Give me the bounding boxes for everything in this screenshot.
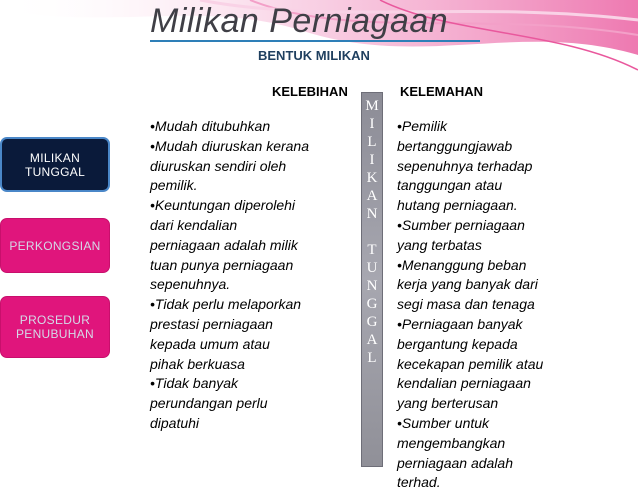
list-item: •Tidak banyak (150, 375, 239, 392)
list-item: •Pemilik (397, 118, 448, 134)
nav-button-prosedur-penubuhan[interactable] (0, 296, 110, 358)
list-item: sepenuhnya terhadap (397, 157, 533, 174)
list-item: bergantung kepada (397, 335, 518, 352)
nav-button-label: PERKONGSIAN (9, 238, 101, 253)
list-item: bertanggungjawab (397, 137, 513, 154)
list-item: perniagaan adalah (397, 454, 513, 471)
list-item: mengembangkan (397, 434, 506, 451)
advantages-list (150, 117, 362, 434)
list-item: •Tidak perlu melaporkan (150, 296, 302, 313)
list-item: tanggungan atau (397, 177, 503, 194)
list-item: kecekapan pemilik atau (397, 355, 544, 372)
vertical-letter: U (366, 260, 378, 276)
list-item: kepada umum atau (150, 335, 270, 352)
list-item: •Mudah diuruskan kerana (150, 137, 309, 154)
vertical-letter: G (366, 314, 378, 330)
title-underline (150, 40, 480, 42)
list-item: •Perniagaan banyak (397, 315, 523, 332)
list-item: •Keuntungan diperolehi (150, 197, 296, 214)
disadvantages-heading: KELEMAHAN (400, 84, 484, 99)
vertical-letter: T (367, 242, 377, 258)
list-item: pihak berkuasa (150, 355, 245, 372)
list-item: diuruskan sendiri oleh (150, 157, 287, 174)
vertical-letter: M (365, 98, 379, 114)
vertical-letter: I (369, 152, 375, 168)
list-item: •Sumber perniagaan (397, 216, 525, 233)
list-item: dari kendalian (150, 216, 238, 233)
list-item: yang berterusan (397, 395, 499, 412)
list-item: kendalian perniagaan (397, 375, 531, 392)
list-item: tuan punya perniagaan (150, 256, 294, 273)
list-item: terhad. (397, 474, 441, 491)
vertical-letter: L (367, 134, 377, 150)
list-item: dipatuhi (150, 414, 200, 431)
list-item: perundangan perlu (150, 395, 268, 412)
list-item: pemilik. (150, 177, 198, 194)
vertical-letter: A (366, 188, 378, 204)
disadvantages-list (397, 117, 602, 493)
page-title: Milikan Perniagaan (150, 2, 449, 40)
nav-button-label: PROSEDUR (19, 313, 91, 327)
vertical-letter: A (366, 332, 378, 348)
list-item: •Sumber untuk (397, 414, 490, 431)
list-item: sepenuhnya. (150, 276, 231, 293)
list-item: •Mudah ditubuhkan (150, 118, 271, 134)
list-item: prestasi perniagaan (150, 315, 273, 332)
vertical-letter: N (366, 278, 378, 294)
list-item: perniagaan adalah milik (150, 236, 298, 253)
vertical-letter: L (367, 350, 377, 366)
list-item: hutang perniagaan. (397, 197, 518, 214)
nav-button-perkongsian[interactable] (0, 218, 110, 273)
nav-button-label: PENUBUHAN (15, 327, 95, 341)
list-item: •Menanggung beban (397, 256, 527, 273)
vertical-letter: N (366, 206, 378, 222)
list-item: kerja yang banyak dari (397, 276, 538, 293)
nav-button-label: MILIKAN (29, 150, 81, 165)
vertical-label-bar (361, 92, 383, 467)
list-item: segi masa dan tenaga (397, 296, 535, 313)
page-subtitle: BENTUK MILIKAN (258, 48, 370, 63)
vertical-letter: G (366, 296, 378, 312)
list-item: yang terbatas (397, 236, 482, 253)
nav-button-label: TUNGGAL (24, 164, 86, 179)
vertical-letter: K (366, 170, 378, 186)
nav-button-milikan-tunggal[interactable] (0, 137, 110, 192)
advantages-heading: KELEBIHAN (272, 84, 348, 99)
vertical-letter: I (369, 116, 375, 132)
